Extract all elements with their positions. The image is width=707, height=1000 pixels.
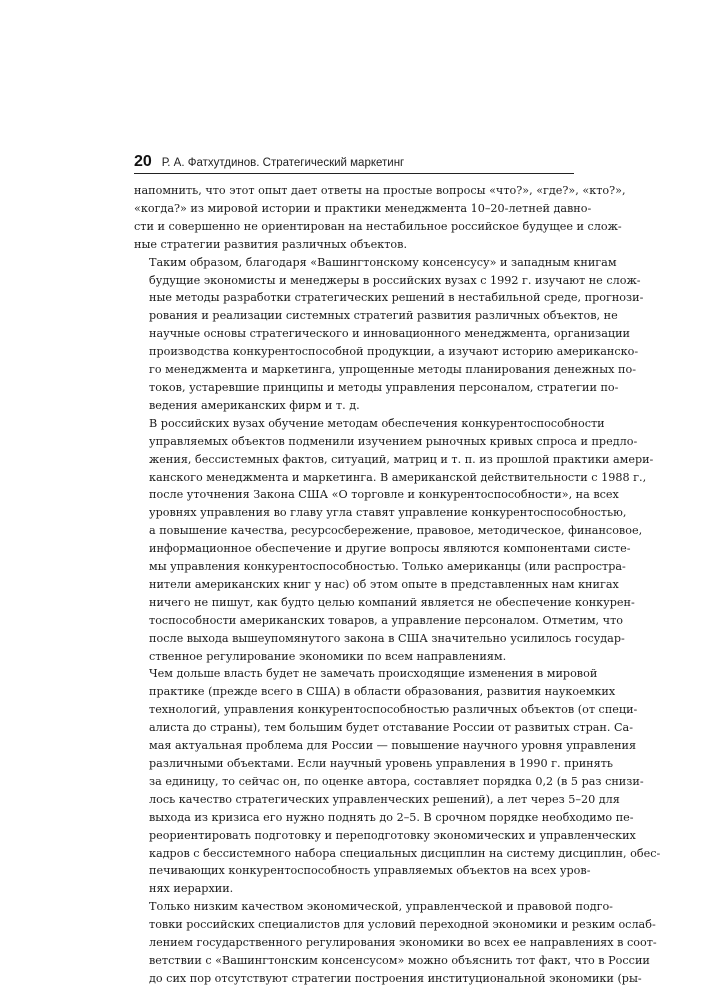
text-line: научные основы стратегического и инновационного менеджмента, организации <box>149 327 630 341</box>
text-line: будущие экономисты и менеджеры в российских вузах с 1992 г. изучают не слож- <box>149 273 641 287</box>
text-line: Таким образом, благодаря «Вашингтонскому консенсусу» и западным книгам <box>149 255 617 269</box>
body-text <box>134 182 661 988</box>
text-line: тоспособности американских товаров, а управление персоналом. Отметим, что <box>149 613 623 627</box>
text-line: рования и реализации системных стратегий развития различных объектов, не <box>149 309 618 323</box>
page-header <box>134 153 574 174</box>
text-line: уровнях управления во главу угла ставят управление конкурентоспособностью, <box>149 506 627 520</box>
text-line: ничего не пишут, как будто целью компаний является не обеспечение конкурен- <box>149 595 635 609</box>
text-line: лось качество стратегических управленческих решений), а лет через 5–20 для <box>149 792 620 806</box>
text-line: выхода из кризиса его нужно поднять до 2–5. В срочном порядке необходимо пе- <box>149 810 634 824</box>
paragraph <box>134 254 644 415</box>
running-head: Р. А. Фатхутдинов. Стратегический маркетинг <box>161 157 405 169</box>
text-line: сти и совершенно не ориентирован на нестабильное российское будущее и слож- <box>134 219 622 233</box>
text-line: жения, бессистемных фактов, ситуаций, матриц и т. п. из прошлой практики амери- <box>149 452 654 466</box>
text-line: различными объектами. Если научный уровень управления в 1990 г. принять <box>149 757 613 770</box>
text-line: Только низким качеством экономической, управленческой и правовой подго- <box>149 900 613 914</box>
paragraph <box>134 898 657 988</box>
text-line: нях иерархии. <box>149 882 234 896</box>
text-line: ведения американских фирм и т. д. <box>149 398 360 412</box>
page-number: 20 <box>134 153 152 170</box>
text-line: го менеджмента и маркетинга, упрощенные методы планирования денежных по- <box>149 363 636 377</box>
text-line: производства конкурентоспособной продукции, а изучают историю американско- <box>149 345 639 359</box>
text-line: ветствии с «Вашингтонским консенсусом» можно объяснить тот факт, что в России <box>149 953 650 967</box>
text-line: токов, устаревшие принципы и методы управления персоналом, стратегии по- <box>149 380 619 394</box>
text-line: практике (прежде всего в США) в области образования, развития наукоемких <box>149 685 616 699</box>
text-line: а повышение качества, ресурсосбережение, правовое, методическое, финансовое, <box>149 524 643 538</box>
text-line: ственное регулирование экономики по всем направлениям. <box>149 649 507 663</box>
text-line: информационное обеспечение и другие вопросы являются компонентами систе- <box>149 542 631 556</box>
paragraph <box>134 182 626 254</box>
text-line: мая актуальная проблема для России — повышение научного уровня управления <box>149 739 637 753</box>
text-line: реориентировать подготовку и переподготовку экономических и управленческих <box>149 828 636 842</box>
text-line: нители американских книг у нас) об этом опыте в представленных нам книгах <box>149 577 619 591</box>
text-line: кадров с бессистемного набора специальных дисциплин на систему дисциплин, обес- <box>149 846 661 860</box>
text-line: товки российских специалистов для условий переходной экономики и резким ослаб- <box>149 918 656 932</box>
text-line: лением государственного регулирования экономики во всех ее направлениях в соот- <box>149 936 657 950</box>
text-line: «когда?» из мировой истории и практики менеджмента 10–20-летней давно- <box>134 201 592 215</box>
paragraph <box>134 415 654 666</box>
text-line: напомнить, что этот опыт дает ответы на простые вопросы «что?», «где?», «кто?», <box>134 184 626 197</box>
text-line: Чем дольше власть будет не замечать происходящие изменения в мировой <box>149 667 598 681</box>
text-line: технологий, управления конкурентоспособностью различных объектов (от специ- <box>149 703 638 717</box>
text-line: управляемых объектов подменили изучением рыночных кривых спроса и предло- <box>149 434 638 448</box>
text-line: В российских вузах обучение методам обеспечения конкурентоспособности <box>149 416 605 430</box>
text-line: ные методы разработки стратегических решений в нестабильной среде, прогнози- <box>149 291 644 305</box>
text-line: печивающих конкурентоспособность управляемых объектов на всех уров- <box>149 864 591 878</box>
text-line: за единицу, то сейчас он, по оценке автора, составляет порядка 0,2 (в 5 раз снизи- <box>149 774 644 788</box>
text-line: до сих пор отсутствуют стратегии построения институциональной экономики (ры- <box>149 971 642 985</box>
paragraph <box>134 665 661 898</box>
text-line: мы управления конкурентоспособностью. Только американцы (или распростра- <box>149 560 626 574</box>
text-line: канского менеджмента и маркетинга. В американской действительности с 1988 г., <box>149 470 647 484</box>
text-line: после выхода вышеупомянутого закона в США значительно усилилось государ- <box>149 631 625 645</box>
text-line: ные стратегии развития различных объектов. <box>134 237 408 251</box>
text-line: после уточнения Закона США «О торговле и конкурентоспособности», на всех <box>149 488 619 502</box>
text-line: алиста до страны), тем большим будет отставание России от развитых стран. Са- <box>149 721 634 735</box>
